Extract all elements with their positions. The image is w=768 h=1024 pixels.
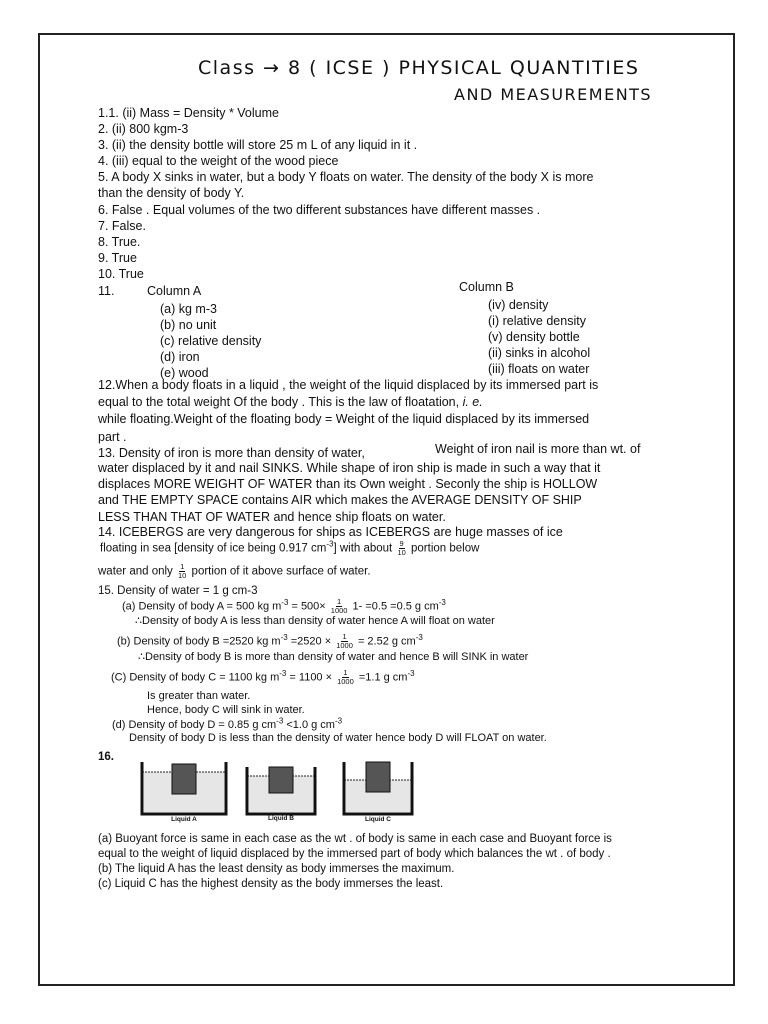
q16-part-a-line2: equal to the weight of liquid displaced by the immersed part of body which balances the wt . of body . <box>98 848 611 860</box>
q15-part-d: (d) Density of body D = 0.85 g $cm^{-3} <1.0$ g $cm^{-3}$ <box>112 716 343 731</box>
q12-line1: 12.When a body floats in a liquid , the weight of the liquid displaced by its immersed part is <box>98 378 599 392</box>
q16-part-b: (b) The liquid A has the least density as body immerses the maximum. <box>98 863 455 875</box>
q11-col-b-item: (i) relative density <box>488 314 586 328</box>
answer-4: 4. (iii) equal to the weight of the wood piece <box>98 154 339 168</box>
q13-line1b: Weight of iron nail is more than wt. of <box>435 442 641 456</box>
caption-liquid-a: Liquid A <box>171 816 197 823</box>
q14-line3: water and only $\frac{1}{10}$ portion of it above surface of water. <box>98 562 371 580</box>
q11-col-b-item: (ii) sinks in alcohol <box>488 346 591 360</box>
q11-column-b-header: Column B <box>459 280 514 294</box>
beaker-liquid-a-diagram <box>138 758 230 816</box>
q13-line4: and THE EMPTY SPACE contains AIR which makes the AVERAGE DENSITY OF SHIP <box>98 493 582 507</box>
q15-part-d-note: Density of body D is less than the density of water hence body D will FLOAT on water. <box>129 732 547 744</box>
q15-part-b: (b) Density of body B =2520 kg $m^{-3} =2520$ × $\frac{1}{1000}$ = 2.52 g $cm^{-3}$ <box>117 632 423 650</box>
answer-6: 6. False . Equal volumes of the two different substances have different masses . <box>98 203 541 217</box>
answer-5-line1: 5. A body X sinks in water, but a body Y floats on water. The density of the body X is more <box>98 170 594 184</box>
q11-col-a-item: (d) iron <box>160 350 200 364</box>
q14-line2: floating in sea [density of ice being 0.917 $cm^{-3}$] with about $\frac{9}{10}$ portion below <box>100 539 480 557</box>
q12-line4: part . <box>98 430 127 444</box>
page-title: Class → 8 ( ICSE ) PHYSICAL QUANTITIES <box>198 57 640 79</box>
q13-line3: displaces MORE WEIGHT OF WATER than its Own weight . Seconly the ship is HOLLOW <box>98 477 598 491</box>
q12-line3: while floating.Weight of the floating body = Weight of the liquid displaced by its immersed <box>98 412 590 426</box>
answer-8: 8. True. <box>98 235 141 249</box>
q11-col-b-item: (iv) density <box>488 298 549 312</box>
q15-part-b-note: ∴Density of body B is more than density of water and hence B will SINK in water <box>138 651 529 663</box>
answer-3: 3. (ii) the density bottle will store 25 m L of any liquid in it . <box>98 138 418 152</box>
beaker-liquid-b-diagram <box>243 764 319 816</box>
caption-liquid-c: Liquid C <box>365 816 391 823</box>
answer-5-line2: than the density of body Y. <box>98 186 245 200</box>
q15-part-a-note: ∴Density of body A is less than density of water hence A will float on water <box>135 615 495 627</box>
q16-number: 16. <box>98 751 114 763</box>
q15-part-c-line3: Hence, body C will sink in water. <box>147 704 305 716</box>
answer-2: 2. (ii) 800 kgm-3 <box>98 122 189 136</box>
q13-line1a: 13. Density of iron is more than density of water, <box>98 446 365 460</box>
q11-number: 11. <box>98 284 115 298</box>
q11-col-a-item: (b) no unit <box>160 318 217 332</box>
q11-col-b-item: (iii) floats on water <box>488 362 590 376</box>
q13-line2: water displaced by it and nail SINKS. While shape of iron ship is made in such a way that it <box>98 461 601 475</box>
q15-part-a: (a) Density of body A = 500 kg $m^{-3} = 500\times$ $\frac{1}{1000}$ 1- =0.5 =0.5 g $cm^{-3}$ <box>122 597 446 615</box>
q16-part-c: (c) Liquid C has the highest density as the body immerses the least. <box>98 878 444 890</box>
answer-1: 1.1. (ii) Mass = Density * Volume <box>98 106 279 120</box>
q15-heading: 15. Density of water = 1 g cm-3 <box>98 585 258 597</box>
answer-7: 7. False. <box>98 219 146 233</box>
answer-10: 10. True <box>98 267 144 281</box>
q16-part-a-line1: (a) Buoyant force is same in each case as the wt . of body is same in each case and Buoyant force is <box>98 833 612 845</box>
beaker-liquid-c-diagram <box>340 758 416 816</box>
q11-col-b-item: (v) density bottle <box>488 330 580 344</box>
q15-part-c: (C) Density of body C = 1100 kg $m^{-3} = 1100$ × $\frac{1}{1000}$ =1.1 g $cm^{-3}$ <box>111 668 415 686</box>
q12-line2: equal to the total weight Of the body . This is the law of floatation, i. e. <box>98 395 483 409</box>
page-subtitle: AND MEASUREMENTS <box>454 85 653 104</box>
q14-line1: 14. ICEBERGS are very dangerous for ships as ICEBERGS are huge masses of ice <box>98 525 563 539</box>
caption-liquid-b: Liquid B <box>268 815 294 822</box>
q11-column-a-header: Column A <box>147 284 202 298</box>
q11-col-a-item: (a) kg m-3 <box>160 302 217 316</box>
answer-9: 9. True <box>98 251 137 265</box>
q15-part-c-line2: Is greater than water. <box>147 690 251 702</box>
q11-col-a-item: (e) wood <box>160 366 209 380</box>
q11-col-a-item: (c) relative density <box>160 334 262 348</box>
q13-line5: LESS THAN THAT OF WATER and hence ship floats on water. <box>98 510 446 524</box>
